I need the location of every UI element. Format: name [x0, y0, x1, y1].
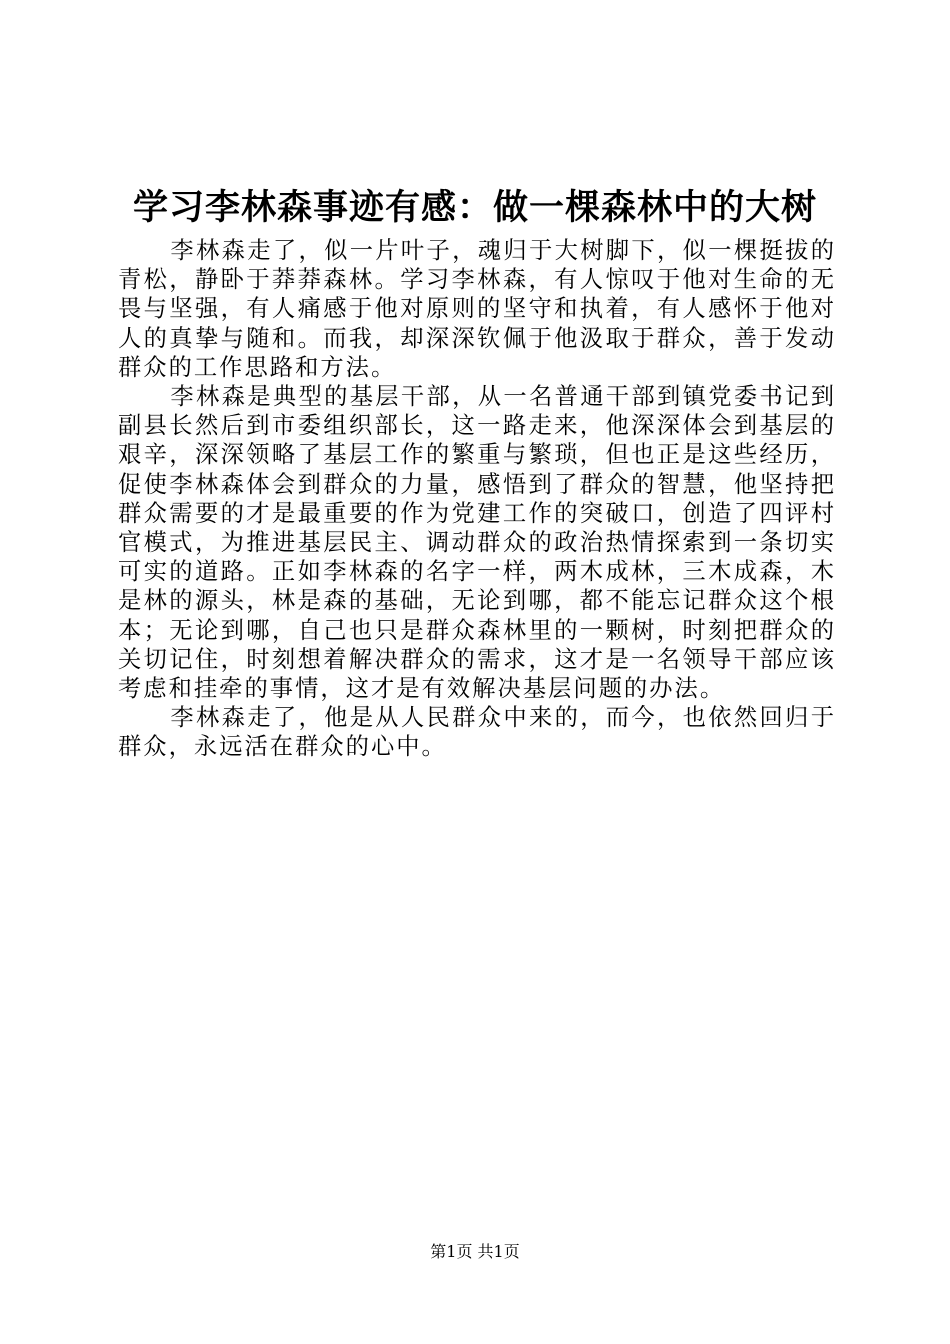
paragraph-2: 李林森是典型的基层干部，从一名普通干部到镇党委书记到副县长然后到市委组织部长，这一路走来，他深深体会到基层的艰辛，深深领略了基层工作的繁重与繁琐，但也正是这些经历，促使李林森体会到群众的力量，感悟到了群众的智慧，他坚持把群众需要的才是最重要的作为党建工作的突破口，创造了四评村官模式，为推进基层民主、调动群众的政治热情探索到一条切实可实的道路。正如李林森的名字一样，两木成林，三木成森，木是林的源头，林是森的基础，无论到哪，都不能忘记群众这个根本；无论到哪，自己也只是群众森林里的一颗树，时刻把群众的关切记住，时刻想着解决群众的需求，这才是一名领导干部应该考虑和挂牵的事情，这才是有效解决基层问题的办法。 — [118, 383, 836, 703]
paragraph-1: 李林森走了，似一片叶子，魂归于大树脚下，似一棵挺拔的青松，静卧于莽莽森林。学习李林森，有人惊叹于他对生命的无畏与坚强，有人痛感于他对原则的坚守和执着，有人感怀于他对人的真挚与随和。而我，却深深钦佩于他汲取于群众，善于发动群众的工作思路和方法。 — [118, 237, 836, 381]
paragraph-3: 李林森走了，他是从人民群众中来的，而今，也依然回归于群众，永远活在群众的心中。 — [118, 704, 836, 761]
page-footer: 第1页 共1页 — [430, 1242, 520, 1261]
document-body — [118, 236, 836, 762]
document-title: 学习李林森事迹有感：做一棵森林中的大树 — [132, 187, 817, 228]
